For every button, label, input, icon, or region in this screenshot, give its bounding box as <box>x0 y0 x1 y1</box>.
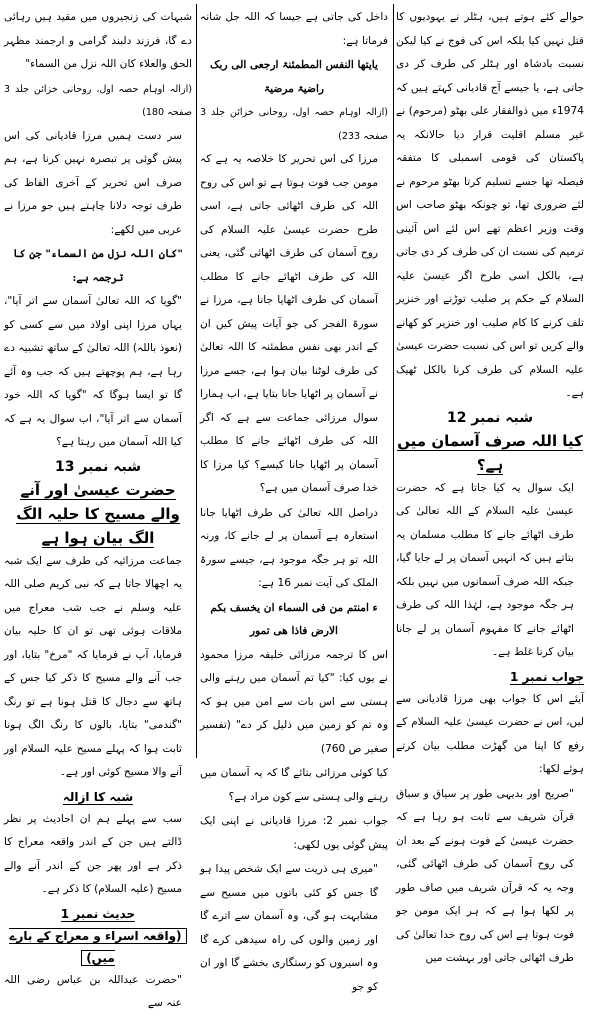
paragraph: آیئے اس کا جواب بھی مرزا قادیانی سے لیں، اس نے حضرت عیسیٰ علیہ السلام کے رفع کا اپنا من گھڑت مطلب بیان کرتے ہوئے لکھا: <box>396 692 584 775</box>
paragraph: جماعت مرزائیہ کی طرف سے ایک شبہ یہ اچھالا جاتا ہے کہ نبی کریم صلی اللہ علیہ وسلم نے جب شب معراج میں ملاقات ہوئی تھی تو ان کا حلیہ بیان فرمایا، آپ نے فرمایا کہ "مرخ" بتایا، اور جب آنے والے مسیح کا ذکر کیا جس کے ہاتھ سے دجال کا قتل ہونا ہے تو رنگ "گندمی" بتایا، بالوں کا رنگ الگ ہونا ثابت ہوا کہ پہلے مسیح علیہ السلام اور آنے والا مسیح کوئی اور ہے۔ <box>4 554 182 778</box>
paragraph: ایک سوال یہ کیا جاتا ہے کہ حضرت عیسیٰ علیہ السلام کے اللہ تعالیٰ کی طرف اٹھائے جانے کا مطلب مسلمان یہ بتاتے ہیں کہ انہیں آسمان پر لے جایا گیا، جبکہ اللہ صرف آسمانوں میں نہیں بلکہ ہر جگہ موجود ہے، لہٰذا اللہ کی طرف اٹھائے جانے کا مفہوم آسمان پر لے جانا بیان کرنا غلط ہے۔ <box>396 481 574 658</box>
paragraph: داخل کی جاتی ہے جیسا کہ اللہ جل شانہ فرماتا ہے: <box>200 11 388 47</box>
section-heading-number: شبہ نمبر 12 <box>447 409 533 426</box>
quote-paragraph: "حضرت عبداللہ بن عباس رضی اللہ عنہ سے <box>4 973 182 1009</box>
section-heading-title <box>4 478 192 550</box>
paragraph: سب سے پہلے ہم ان احادیث پر نظر ڈالتے ہیں جن کے اندر واقعہ معراج کا ذکر ہے اور پھر جن کے اندر آنے والے مسیح (علیہ السلام) کا ذکر ہے۔ <box>4 812 182 895</box>
section-heading-number: شبہ نمبر 13 <box>55 458 141 475</box>
heading-text: حضرت عیسیٰ اور آنے والے مسیح کا حلیہ الگ الگ بیان ہوا ہے <box>16 480 180 547</box>
hadith-subheading-text: (واقعہ اسراء و معراج کے بارے میں) <box>9 928 186 966</box>
column-left <box>4 6 192 1009</box>
paragraph: "گویا کہ اللہ تعالیٰ آسمان سے اتر آیا"، یہاں مرزا اپنی اولاد میں سے کسی کو (نعوذ باللہ) اللہ تعالیٰ کے ساتھ تشبیہ دے رہا ہے، ہم پوچھتے ہیں کہ جب وہ آئے گا تو ایسا ہوگا کہ "گویا کہ اللہ خود آسمان سے اتر آیا"، اب سوال یہ ہے کہ کیا اللہ آسمان میں رہتا ہے؟ <box>4 295 182 448</box>
paragraph: جواب نمبر 2: مرزا قادیانی نے اپنی ایک پیش گوئی یوں لکھی: <box>200 815 388 851</box>
paragraph: سر دست ہمیں مرزا قادیانی کی اس پیش گوئی پر تبصرہ نہیں کرنا ہے، ہم صرف اس تحریر کے آخری الفاظ کی طرف توجہ دلانا چاہتے ہیں جو مرزا نے عربی میں لکھے: <box>4 129 182 236</box>
heading-text: کیا اللہ صرف آسمان میں ہے؟ <box>397 431 583 474</box>
paragraph: حوالے کئے ہوتے ہیں، ہٹلر نے یہودیوں کا قتل نہیں کیا بلکہ اس کی فوج نے کیا لیکن نسبت بادشاہ اور ہٹلر کی طرف کر دی جاتی ہے، یا جیسے آج قادیانی کہتے ہیں کہ 1974ء میں ذوالفقار علی بھٹو (مرحوم) نے غیر مسلم اقلیت قرار دیا حالانکہ یہ پاکستان کی قومی اسمبلی کا متفقہ فیصلہ تھا جسے تسلیم کرتا بھٹو مرحوم نے لئے ضروری تھا، تو چونکہ بھٹو صاحب اس وقت وزیر اعظم تھے اس لئے اس آئینی ترمیم کی نسبت ان کی طرف کر دی جاتی ہے، بالکل اسی طرح اگر عیسیٰ علیہ السلام کے حکم پر صلیب توڑنے اور خنزیر تلف کرنے کا کام صلیب اور خنزیر کو کھانے والے کریں تو اس کی نسبت حضرت عیسیٰ علیہ السلام کی طرف کرنا بالکل ٹھیک ہے۔ <box>396 11 584 399</box>
paragraph: شبہات کی زنجیروں میں مقید ہیں رہائی دے گا، فرزند دلبند گرامی و ارجمند مظہر الحق والعلاء کان اللہ نزل من السماء" <box>4 11 192 70</box>
arabic-phrase: "کان اللہ نزل من السماء" جن کا ترجمہ ہے: <box>13 248 183 284</box>
paragraph: اس کا ترجمہ مرزائی خلیفہ مرزا محمود نے یوں کیا: "کیا تم آسمان میں رہنے والی ہستی سے اس بات سے امن میں ہو کہ وہ تم کو زمین میں ذلیل کر دے" (تفسیر صغیر ص 760) <box>200 648 388 755</box>
column-right <box>396 6 584 964</box>
hadith-heading <box>4 903 192 925</box>
section-heading-title <box>396 429 584 477</box>
citation: (ازالہ اوہام حصہ اول، روحانی خزائن جلد 3 صفحہ 180) <box>4 83 192 118</box>
column-divider <box>196 4 197 758</box>
answer-heading-text: جواب نمبر 1 <box>510 669 584 684</box>
subsection-heading-text: شبہ کا ازالہ <box>62 789 134 804</box>
arabic-verse: راضیۃ مرضیۃ <box>263 82 325 95</box>
column-middle <box>200 6 388 993</box>
column-divider <box>393 4 394 758</box>
subsection-heading <box>4 786 192 808</box>
hadith-subheading <box>4 925 192 969</box>
arabic-verse: یایتھا النفس المطمئنۃ ارجعی الی ربک <box>210 59 378 71</box>
quote-paragraph: "صریح اور بدیہی طور پر سیاق و سباق قرآن شریف سے ثابت ہو رہا ہے کہ حضرت عیسیٰ کے فوت ہونے کے بعد ان کی روح آسمان کی طرف اٹھائی گئی، وجہ یہ کہ قرآن شریف میں صاف طور پر لکھا ہوا ہے کہ ہر ایک مومن جو فوت ہوتا ہے اس کی روح خدا تعالیٰ کی طرف اٹھائی جاتی اور بہشت میں <box>396 787 574 964</box>
arabic-verse: ء امنتم من فی السماء ان یخسف بکم الارض فاذا ھی تمور <box>210 601 378 637</box>
paragraph: مرزا کی اس تحریر کا خلاصہ یہ ہے کہ مومن جب فوت ہوتا ہے تو اس کی روح اللہ کی طرف اٹھائی جاتی ہے، اسی طرح حضرت عیسیٰ علیہ السلام کی روح آسمان کی طرف اٹھائی گئی، یعنی اللہ کی طرف اٹھائے جانے کا مطلب آسمان کی طرف اٹھایا جانا ہے، مرزا نے سورۃ الفجر کی جو آیات پیش کیں ان کے اندر بھی نفس مطمئنہ کا اللہ تعالیٰ کی طرف لوٹنا بیان ہوا ہے، جسے مرزا نے آسمان پر اٹھایا جانا بتایا ہے، اب ہمارا سوال مرزائی جماعت سے ہے کہ اگر اللہ کی طرف اٹھائے جانے کا مطلب آسمان پر اٹھایا جانا کیسے؟ کیا مرزا کا خدا صرف آسمان میں ہے؟ <box>200 153 378 494</box>
citation: (ازالہ اوہام حصہ اول، روحانی خزائن جلد 3 صفحہ 233) <box>200 107 388 142</box>
paragraph: کیا کوئی مرزائی بتائے گا کہ یہ آسمان میں رہنے والی ہستی سے کون مراد ہے؟ <box>200 767 388 803</box>
hadith-heading-text: حدیث نمبر 1 <box>60 906 136 921</box>
quote-paragraph: "میری ہی ذریت سے ایک شخص پیدا ہو گا جس کو کئی باتوں میں مسیح سے مشابہت ہو گی، وہ آسمان سے اترے گا اور زمین والوں کی راہ سیدھی کرے گا وہ اسیروں کو رستگاری بخشے گا اور ان کو جو <box>200 863 378 993</box>
paragraph: دراصل اللہ تعالیٰ کی طرف اٹھایا جانا استعارہ ہے آسمان پر لے جانے کا، ورنہ اللہ تو ہر جگہ موجود ہے، جیسے سورۃ الملک کی آیت نمبر 16 ہے: <box>200 506 378 589</box>
answer-heading <box>396 666 584 688</box>
